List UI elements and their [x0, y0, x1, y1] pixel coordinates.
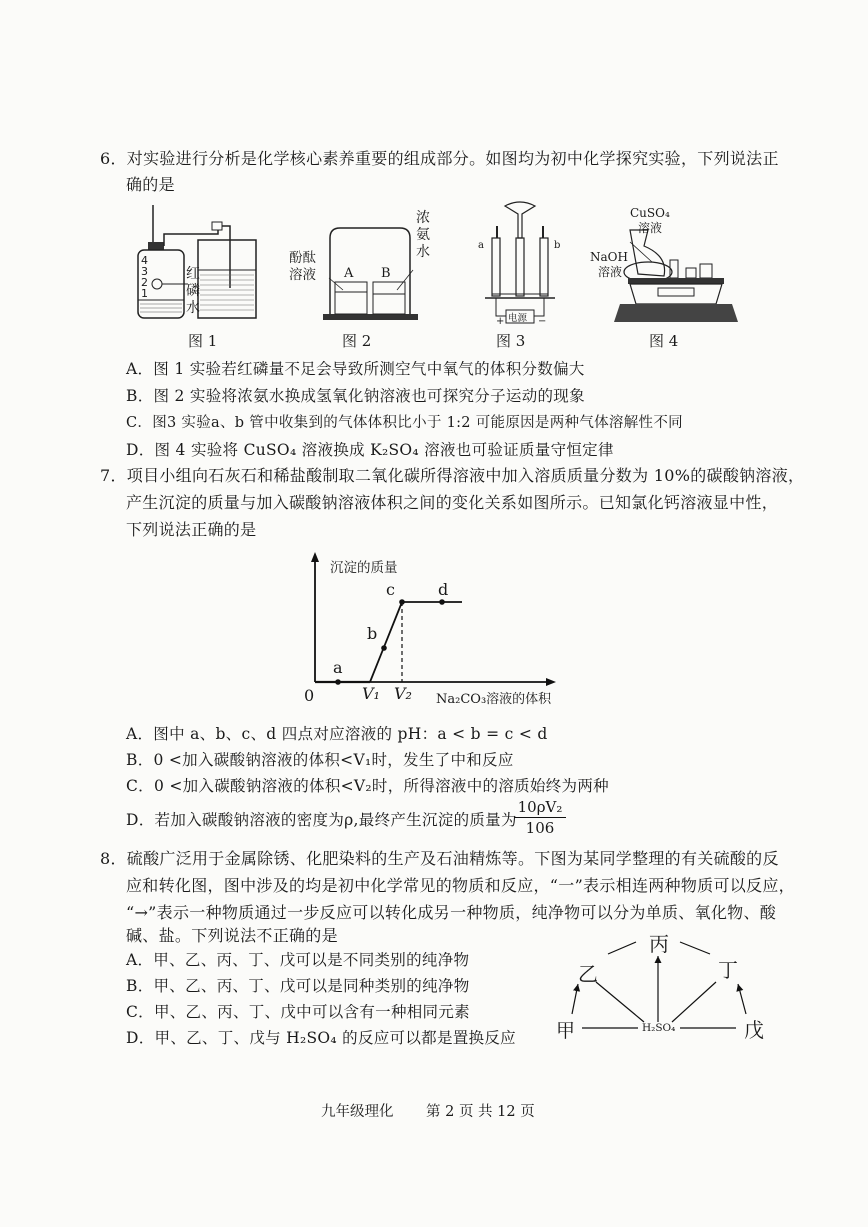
- q8-stem-line1: 8．硫酸广泛用于金属除锈、化肥染料的生产及石油精炼等。下图为某同学整理的有关硫酸的反: [100, 849, 779, 868]
- arrow-wu-ding: [738, 984, 746, 1014]
- q8-stem-line3: “→”表示一种物质通过一步反应可以转化成另一种物质，纯净物可以分为单质、氧化物、酸: [126, 903, 777, 922]
- q8-stem-line4: 碱、盐。下列说法不正确的是: [126, 926, 338, 945]
- chart-point-d: [439, 599, 445, 605]
- q6-stem-line2: 确的是: [126, 175, 175, 194]
- footer-subject: 九年级理化: [321, 1104, 394, 1120]
- q7-chart: [300, 550, 570, 710]
- line-yi-bing: [608, 942, 636, 954]
- chart-origin-label: 0: [304, 686, 315, 705]
- chart-y-label: 沉淀的质量: [330, 560, 398, 576]
- fig4-naoh-solution: 溶液: [598, 265, 623, 279]
- chart-v2-label: V₂: [394, 684, 412, 703]
- fig4-cuso4: CuSO₄: [630, 206, 670, 220]
- node-h2so4: H₂SO₄: [642, 1022, 676, 1034]
- q7-stem-line3: 下列说法正确的是: [126, 520, 257, 539]
- q7-stem-line2: 产生沉淀的质量与加入碳酸钠溶液体积之间的变化关系如图所示。已知氯化钙溶液显中性，: [126, 493, 779, 512]
- line-bing-ding: [680, 942, 710, 954]
- node-yi: 乙: [578, 962, 598, 986]
- q6-option-d: D．图 4 实验将 CuSO₄ 溶液换成 K₂SO₄ 溶液也可验证质量守恒定律: [126, 441, 614, 459]
- chart-point-c: [399, 599, 405, 605]
- q7-option-d: D．若加入碳酸钠溶液的密度为ρ,最终产生沉淀的质量为: [126, 811, 517, 829]
- q8-option-d: D．甲、乙、丁、戊与 H₂SO₄ 的反应可以都是置换反应: [126, 1029, 516, 1047]
- fig1-scale-1: 1: [141, 287, 148, 300]
- q6-option-c: C．图3 实验a、b 管中收集到的气体体积比小于 1:2 可能原因是两种气体溶解性不同: [126, 415, 683, 431]
- q6-option-a: A．图 1 实验若红磷量不足会导致所测空气中氧气的体积分数偏大: [126, 360, 585, 378]
- q7-option-d-fraction: [514, 798, 566, 838]
- figure-3-caption: 图 3: [496, 332, 526, 350]
- chart-v1-label: V₁: [362, 684, 380, 703]
- fig1-label-water: 水: [186, 300, 200, 316]
- chart-point-a: [335, 679, 341, 685]
- fig3-tube-a: a: [478, 240, 484, 251]
- chart-x-label: Na₂CO₃溶液的体积: [436, 692, 552, 707]
- fig1-scale-3: 3: [141, 265, 148, 278]
- fig2-label-ammonia: 氨: [416, 227, 430, 243]
- q8-option-a: A．甲、乙、丙、丁、戊可以是不同类别的纯净物: [126, 951, 470, 969]
- chart-label-a: a: [333, 658, 343, 677]
- fig1-label-red: 红: [186, 266, 200, 282]
- figure-2: [285, 210, 435, 325]
- q8-option-b: B．甲、乙、丙、丁、戊可以是同种类别的纯净物: [126, 977, 470, 995]
- node-ding: 丁: [718, 958, 738, 982]
- node-bing: 丙: [649, 932, 669, 956]
- q7-option-c: C．0 <加入碳酸钠溶液的体积<V₂时，所得溶液中的溶质始终为两种: [126, 777, 609, 795]
- figure-1: [130, 200, 280, 325]
- fig2-label-conc: 浓: [416, 210, 430, 226]
- figure-4: [590, 206, 740, 324]
- q6-stem-line1: 6．对实验进行分析是化学核心素养重要的组成部分。如图均为初中化学探究实验，下列说法正: [100, 149, 779, 168]
- line-ding-h2so4: [672, 982, 716, 1022]
- fraction-numerator: 10ρV₂: [514, 798, 566, 818]
- figure-2-caption: 图 2: [342, 332, 372, 350]
- fig2-label-solution: 溶液: [289, 267, 316, 283]
- node-jia: 甲: [556, 1020, 576, 1042]
- footer-page: 第 2 页 共 12 页: [426, 1104, 535, 1120]
- fig2-label-water: 水: [416, 244, 430, 260]
- fig2-label-phenolphthalein: 酚酞: [289, 250, 316, 266]
- figure-3: [470, 198, 570, 328]
- line-yi-h2so4: [596, 982, 644, 1022]
- q8-stem-line2: 应和转化图，图中涉及的均是初中化学常见的物质和反应，“一”表示相连两种物质可以反应，: [126, 876, 795, 895]
- fig1-scale-4: 4: [141, 254, 148, 267]
- node-wu: 戊: [744, 1018, 764, 1042]
- fig3-plus: +: [496, 316, 505, 327]
- fig1-scale-2: 2: [141, 276, 148, 289]
- fig4-cuso4-solution: 溶液: [638, 221, 663, 235]
- q7-option-a: A．图中 a、b、c、d 四点对应溶液的 pH：a < b = c < d: [126, 725, 548, 743]
- chart-point-b: [381, 645, 387, 651]
- fig1-label-phosphorus: 磷: [186, 283, 200, 299]
- chart-label-b: b: [367, 624, 378, 643]
- q7-option-b: B．0 <加入碳酸钠溶液的体积<V₁时，发生了中和反应: [126, 751, 514, 769]
- arrow-jia-yi: [572, 984, 578, 1014]
- figure-4-caption: 图 4: [649, 332, 679, 350]
- fig4-naoh: NaOH: [590, 250, 628, 264]
- fig2-beaker-a: A: [344, 266, 354, 281]
- fig3-tube-b: b: [554, 240, 561, 251]
- q8-option-c: C．甲、乙、丙、丁、戊中可以含有一种相同元素: [126, 1003, 470, 1021]
- q7-stem-line1: 7．项目小组向石灰石和稀盐酸制取二氧化碳所得溶液中加入溶质质量分数为 10%的碳酸钠溶液，: [100, 466, 805, 485]
- chart-label-d: d: [438, 580, 449, 599]
- q8-diagram: [548, 928, 778, 1043]
- fig3-power: 电源: [508, 313, 528, 324]
- chart-x-arrow: [546, 678, 556, 686]
- fig2-beaker-b: B: [381, 266, 391, 281]
- q6-option-b: B．图 2 实验将浓氨水换成氢氧化钠溶液也可探究分子运动的现象: [126, 387, 585, 405]
- figure-1-caption: 图 1: [188, 332, 218, 350]
- chart-y-arrow: [311, 552, 319, 562]
- fig3-minus: −: [538, 316, 547, 327]
- fraction-denominator: 106: [525, 819, 555, 837]
- chart-label-c: c: [386, 580, 395, 599]
